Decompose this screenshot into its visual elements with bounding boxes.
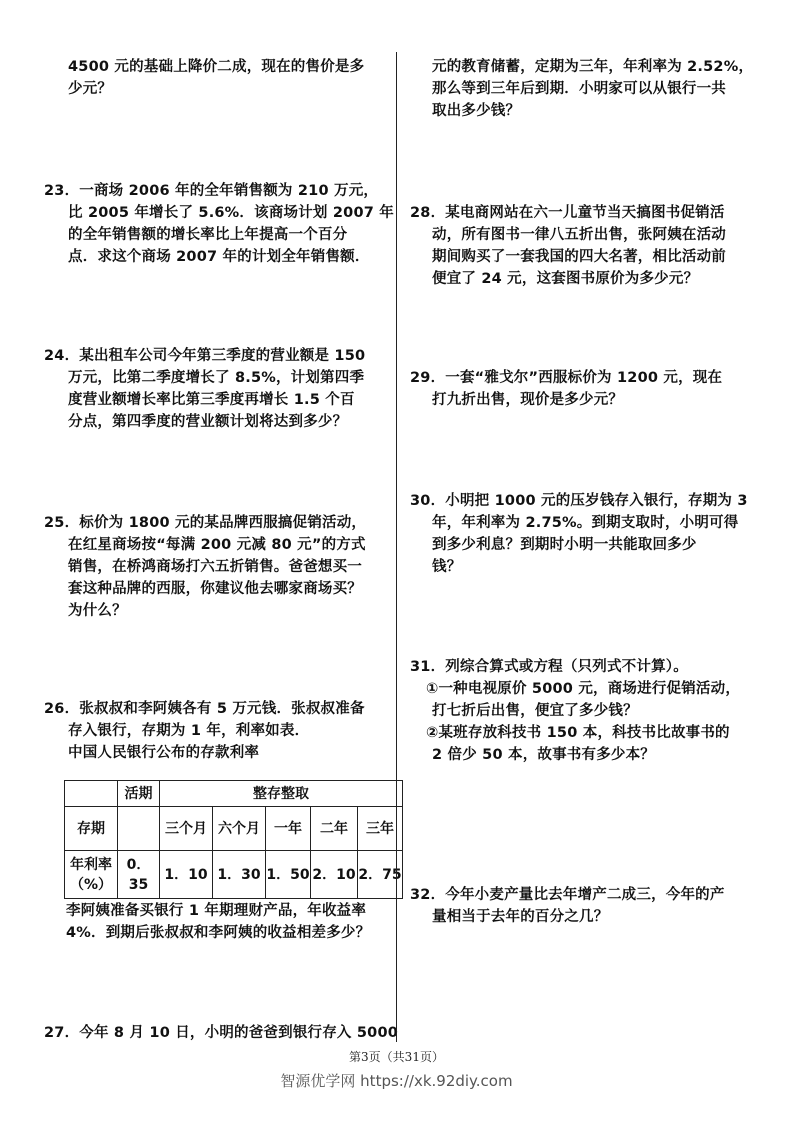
q25-line: 在红星商场按“每满 200 元减 80 元”的方式 — [68, 537, 366, 553]
q23-line: 23．一商场 2006 年的全年销售额为 210 万元， — [44, 183, 379, 199]
rate-cell: 1．10 — [160, 851, 213, 899]
q29-line: 打九折出售，现价是多少元？ — [432, 392, 624, 408]
q25-line: 销售，在桥鸿商场打六五折销售。爸爸想买一 — [68, 559, 362, 575]
q29-line: 29．一套“雅戈尔”西服标价为 1200 元，现在 — [410, 370, 723, 386]
q27-line: 那么等到三年后到期．小明家可以从银行一共 — [432, 81, 726, 97]
q31-line: 31．列综合算式或方程（只列式不计算）。 — [410, 659, 688, 675]
watermark-site: 智源优学网 https://xk.92diy.com — [280, 1072, 513, 1090]
header-huoqi: 活期 — [118, 781, 160, 807]
q24-line: 24．某出租车公司今年第三季度的营业额是 150 — [44, 348, 366, 364]
q26-line: 26．张叔叔和李阿姨各有 5 万元钱．张叔叔准备 — [44, 701, 365, 717]
q24-line: 万元，比第二季度增长了 8.5%，计划第四季 — [68, 370, 365, 386]
q32-line: 量相当于去年的百分之几？ — [432, 909, 609, 925]
q25-line: 25．标价为 1800 元的某品牌西服搞促销活动， — [44, 515, 367, 531]
column-divider — [396, 52, 397, 1042]
row-label-term: 存期 — [65, 807, 118, 851]
q31-line: ①一种电视原价 5000 元，商场进行促销活动， — [426, 681, 741, 697]
q25-line: 套这种品牌的西服，你建议他去哪家商场买？ — [68, 581, 362, 597]
page-number: 第3页（共31页） — [349, 1050, 444, 1064]
interest-rate-table — [64, 780, 403, 899]
q26-line: 4%．到期后张叔叔和李阿姨的收益相差多少？ — [66, 925, 371, 941]
term-cell: 二年 — [311, 807, 358, 851]
q24-line: 度营业额增长率比第三季度再增长 1.5 个百 — [68, 392, 355, 408]
rate-cell: 0．35 — [118, 851, 160, 899]
term-empty-cell — [118, 807, 160, 851]
q31-line: ②某班存放科技书 150 本，科技书比故事书的 — [426, 725, 730, 741]
q23-line: 比 2005 年增长了 5.6%．该商场计划 2007 年 — [68, 205, 394, 221]
rate-cell: 1．50 — [266, 851, 311, 899]
q22-line: 少元？ — [68, 81, 113, 97]
term-cell: 六个月 — [213, 807, 266, 851]
q28-line: 期间购买了一套我国的四大名著，相比活动前 — [432, 249, 726, 265]
q28-line: 动，所有图书一律八五折出售，张阿姨在活动 — [432, 227, 726, 243]
q30-line: 到多少利息？到期时小明一共能取回多少 — [432, 537, 697, 553]
q27-line: 取出多少钱？ — [432, 103, 521, 119]
q26-line: 李阿姨准备买银行 1 年期理财产品，年收益率 — [66, 903, 367, 919]
q22-line: 4500 元的基础上降价二成，现在的售价是多 — [68, 59, 365, 75]
q25-line: 为什么？ — [68, 603, 127, 619]
q28-line: 便宜了 24 元，这套图书原价为多少元？ — [432, 271, 699, 287]
q23-line: 点．求这个商场 2007 年的计划全年销售额． — [68, 249, 370, 265]
rate-cell: 2．10 — [311, 851, 358, 899]
row-label-rate: 年利率（%） — [65, 851, 118, 899]
term-cell: 三个月 — [160, 807, 213, 851]
q31-line: 2 倍少 50 本，故事书有多少本？ — [432, 747, 656, 763]
q32-line: 32．今年小麦产量比去年增产二成三，今年的产 — [410, 887, 725, 903]
q30-line: 钱？ — [432, 559, 462, 575]
term-cell: 三年 — [358, 807, 403, 851]
q30-line: 年，年利率为 2.75%。到期支取时，小明可得 — [432, 515, 739, 531]
q24-line: 分点，第四季度的营业额计划将达到多少？ — [68, 414, 348, 430]
q27-line: 27．今年 8 月 10 日，小明的爸爸到银行存入 5000 — [44, 1025, 399, 1041]
table-corner — [65, 781, 118, 807]
q23-line: 的全年销售额的增长率比上年提高一个百分 — [68, 227, 348, 243]
term-cell: 一年 — [266, 807, 311, 851]
q27-line: 元的教育储蓄，定期为三年，年利率为 2.52%， — [432, 59, 754, 75]
rate-cell: 1．30 — [213, 851, 266, 899]
q28-line: 28．某电商网站在六一儿童节当天搞图书促销活 — [410, 205, 725, 221]
q30-line: 30．小明把 1000 元的压岁钱存入银行，存期为 3 — [410, 493, 748, 509]
q31-line: 打七折后出售，便宜了多少钱？ — [432, 703, 638, 719]
q26-line: 存入银行，存期为 1 年，利率如表． — [68, 723, 310, 739]
q26-table-caption: 中国人民银行公布的存款利率 — [68, 745, 260, 761]
header-zhengcun: 整存整取 — [160, 781, 403, 807]
rate-cell: 2．75 — [358, 851, 403, 899]
